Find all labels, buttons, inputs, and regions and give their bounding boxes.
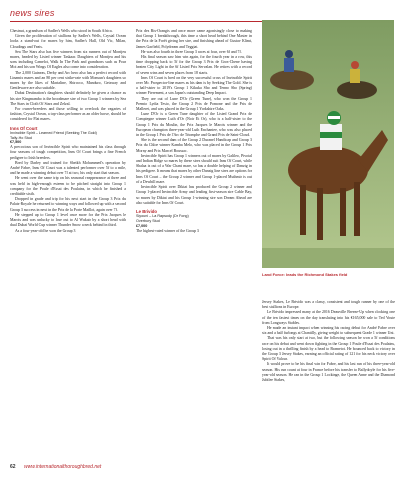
paragraph: A precocious son of Invincible Spirit who maintained his class through four seasons of tough competition, Inns Of Court brings a fine French pedigree to Irish breeders. — [10, 145, 126, 160]
stallion-stud: Overbury Stud — [136, 218, 160, 223]
stallion-heading: Le Brivido — [136, 208, 158, 214]
paragraph: They are out of Lune D'Or (Green Tune), who won the Group 1 Premio Lydia Tesio, the Group 2 Prix de Pomone and the Prix de Malleret, and was placed in the Group 1 Yorkshire Oaks. — [136, 96, 252, 112]
paragraph: He made an instant impact when winning his racing debut for André Fabre over six and a half furlongs at Chantilly, giving weight to subsequent Grade 1 winner Uni. — [262, 326, 395, 336]
paragraph: Bred by Darley and trained for Sheikh Mohammed's operation by André Fabre, Inns Of Court was a talented performer over 5f to a mile, and he made a winning debut over 7f at two, his only start that season. — [10, 160, 126, 176]
photo-caption: Land Force: leads the Richmond Stakes field — [262, 272, 348, 277]
paragraph: Dropped in grade and trip for his next start in the Group 3 Prix du Palais-Royale he returned to winning ways and followed up with a second Group 3 success in next in the Prix de la Porte Maillot, again over 7f. — [10, 197, 126, 212]
publication-url: www.internationalthoroughbred.net — [24, 464, 102, 470]
paragraph: Inns Of Court is bred on the very successful cross of Invincible Spirit over Mr. Prospector-line mares as his dam is by Seeking The Gold. She is a half-sister to 2019's Group 1 Kikuka Sho and Tenno Sho (Spring) winner Fierement, a son Japan's outstanding Deep Impact. — [136, 75, 252, 96]
paragraph: That was his only start at two, but the following season he won a 5f conditions race on his debut and went down fighting in the Group 1 Poule d'Essai des Poulains, losing out in a thrilling finish by a head to Brametot. He bounced back to victory in the Group 3 Jersey Stakes, earning an official rating of 121 for his neck victory over Spirit Of Valour. — [262, 336, 395, 362]
paragraph: Lune D'Or is a Green Tune daughter of the Listed Grand Prix de Compiegne winner Luth d'Or (Noir Et Or), who is a half-sister to the Group 1 Prix du Moulin, the Prix Jacques le Marois winner and the European champion three-year-old Luth Enchantee, who was also placed in the Group 1 Prix de l'Arc de Triomphe and Grand Prix de Saint-Cloud. — [136, 112, 252, 138]
paragraph: Sea The Stars also has five winners from six runners out of Montjeu mares, headed by Listed winner Taskaar. Daughters of Montjeu and his sons including Camelot, Walk In The Park and grandsons such as Pour Moi and his son Wings Of Eagles also come into consideration. — [10, 49, 126, 70]
stallion-fee: £7,000 — [136, 223, 148, 228]
article-column-1 — [10, 29, 126, 234]
paragraph: She is the second dam of the Group 2 Duranel Handicap and Group 3 Prix du Chloe winner Kamba Melo, who was placed in the Group 1 Prix Morny and Prix Marcel Boussac. — [136, 138, 252, 153]
paragraph: Given the proliferation of stallions by Sadler's Wells, Crystal Ocean looks a stand-out for mares by him, Sadler's Hall, Old Vic, Milan, Cloudings and Yeats. — [10, 34, 126, 49]
paragraph: Invincible Spirit has Group 1 winners out of mares by Galileo, Pivotal and Indian Ridge so mares by these sires should suit Inns Of Court, while Shalaa is out of a War Chant mare, so has a double helping of Danzig in his pedigree. It means that mares by other Danzig line sires are options for Inns Of Court – the Group 2 winner and Group 1-placed Muthmir is out of a Dewhill mare. — [136, 153, 252, 184]
article-column-3 — [262, 300, 395, 383]
stallion-stud: Tally-Ho Stud — [10, 135, 32, 140]
stallion-pedigree: Siyouni – La Rapsody (Dr Fong) — [136, 214, 189, 219]
stallion-pedigree: Invincible Spirit – Learned Friend (Seeking The Gold) — [10, 130, 97, 135]
paragraph: Chestnut, a grandson of Sadler's Wells who stood in South Africa. — [10, 29, 113, 33]
article-column-2 — [136, 29, 252, 234]
paragraph: He went over the same trip on his seasonal reappearance at three and was held in high-enough esteem to be pitched straight into Group 1 company for the Poule d'Essai des Poulains, in which he finished a creditable sixth. — [10, 176, 126, 197]
paragraph: He was also fourth in three Group 3 races at four, over 6f and 7f. — [141, 49, 242, 54]
page-footer — [10, 462, 394, 474]
paragraph: Prix des Ris-Orangis and once more came agonisingly close to making that Group 1 breakthrough, this time a short head behind One Master in the Prix de la Forêt giving her sire, and finishing ahead of Gustav Klimt, James Garfield, Polydream and Teggiat. — [136, 29, 252, 49]
paragraph: He stepped up to Group 1 level once more for the Prix Jacques le Marois and was unlucky to lose out to Al Wukair by a short head with dual Dubai World Cup winner Thunder Snow a neck behind in third. — [10, 212, 126, 228]
paragraph: The highest-rated winner of the Group 3 — [136, 228, 199, 233]
section-label: news sires — [10, 8, 55, 18]
paragraph: Jersey Stakes, Le Brivido was a classy, consistent and tough runner by one of the best stallions in Europe. — [262, 300, 395, 310]
paragraph: His final season saw him win again, for the fourth year in a row, this time dropping back to 5f for the Group 3 Prix de Gros-Chene having beaten City Light in the 6f Listed Prix Servalan. He retires with a record of seven wins and seven places from 18 starts. — [136, 55, 252, 75]
race-photo — [262, 20, 394, 268]
paragraph: The 2,000 Guineas, Derby and Arc hero also has a perfect record with Linamix mares and an 80 per cent strike-rate with Monsun's daughters so mares by the likes of Martaline, Shirocco, Manduro, Getaway and Gentlewave are also suitable. — [10, 70, 126, 91]
racehorses-image — [262, 20, 394, 268]
stallion-heading: Inns Of Court — [10, 125, 38, 131]
paragraph: Le Brivido impressed many at the 2016 Deauville Breeze-Up when clocking one of the ten fastest times on the day translating into his €165,000 sale to Ted Voute from Longways Stables. — [262, 310, 395, 325]
paragraph: Dubai Destination's daughters should definitely be given a chance as his sire Kingmambo is the broodmare sire of two Group 1 winners by Sea The Stars in Cloth Of Stars and Zelzal. — [10, 91, 126, 106]
page-number: 62 — [10, 464, 16, 470]
paragraph: It would prove to be his final win for Fabre, and his last run of his three-year-old season. His run count at four in France before his transfer to Ballydoyle for his five-year-old season. He ran in the Group 1 Lockinge, the Queen Anne and the Diamond Jubilee Stakes, — [262, 362, 395, 383]
paragraph: As a four-year-old he won the Group 3 — [15, 228, 76, 233]
paragraph: Invincible Spirit over Diktat has produced the Group 2 winner and Group 1-placed Invincible Army and leading first-season sire Cable Bay, so mares by Diktat and his Group 1-winning sire son Dream Ahead are also suitable for Inns Of Court. — [136, 185, 252, 205]
paragraph: For owner-breeders and those willing to overlook the vagaries of fashion, Crystal Ocean, a top-class performer as an older horse, should be considered for Flat mares. — [10, 107, 126, 122]
stallion-fee: €7,500 — [10, 140, 22, 145]
